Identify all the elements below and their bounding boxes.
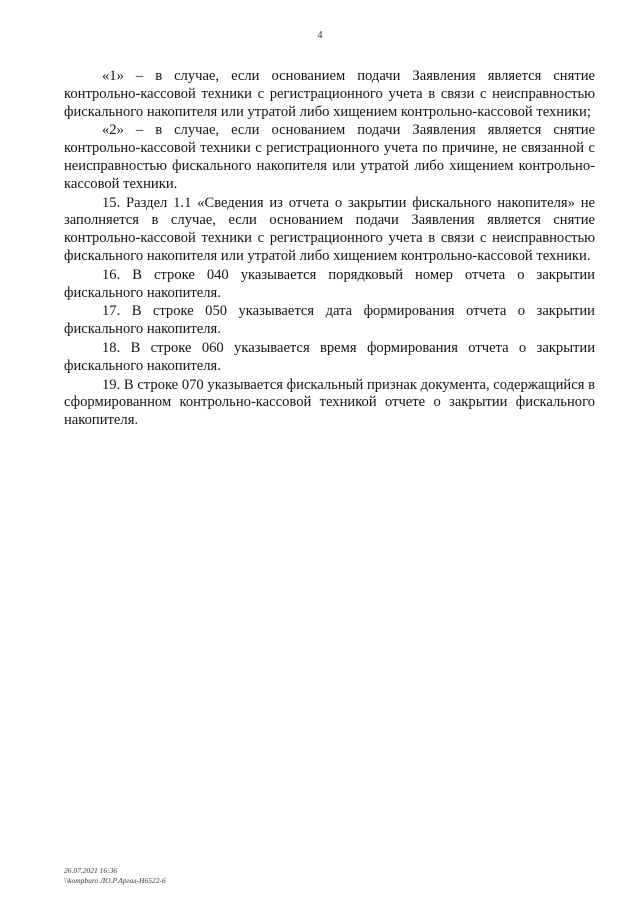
paragraph-15: 15. Раздел 1.1 «Сведения из отчета о закрытии фискального накопителя» не заполняется в случае, если основанием подачи Заявления является снятие контрольно-кассовой техники с регистрационного учета в связи с неисправностью фискального накопителя или утратой либо хищением контрольно-кассовой техники. <box>64 194 595 264</box>
paragraph-code-2: «2» – в случае, если основанием подачи Заявления является снятие контрольно-кассовой техники с регистрационного учета по причине, не связанной с неисправностью фискального накопителя или утратой либо хищением контрольно-кассовой техники. <box>64 122 595 192</box>
page-number: 4 <box>317 30 323 41</box>
paragraph-16: 16. В строке 040 указывается порядковый номер отчета о закрытии фискального накопителя. <box>64 266 595 301</box>
paragraph-18: 18. В строке 060 указывается время формирования отчета о закрытии фискального накопителя. <box>64 339 595 374</box>
file-path: \\kompburo ЛО.Р.Аргал-Н6522-6 <box>64 875 166 885</box>
paragraph-19: 19. В строке 070 указывается фискальный признак документа, содержащийся в сформированном контрольно-кассовой техникой отчете о закрытии фискального накопителя. <box>64 376 595 429</box>
paragraph-17: 17. В строке 050 указывается дата формирования отчета о закрытии фискального накопителя. <box>64 303 595 338</box>
paragraph-code-1: «1» – в случае, если основанием подачи Заявления является снятие контрольно-кассовой техники с регистрационного учета в связи с неисправностью фискального накопителя или утратой либо хищением контрольно-кассовой техники; <box>64 68 595 120</box>
print-timestamp: 26.07.2021 16:36 <box>64 866 118 875</box>
print-footer <box>64 866 166 885</box>
document-body <box>64 68 595 430</box>
